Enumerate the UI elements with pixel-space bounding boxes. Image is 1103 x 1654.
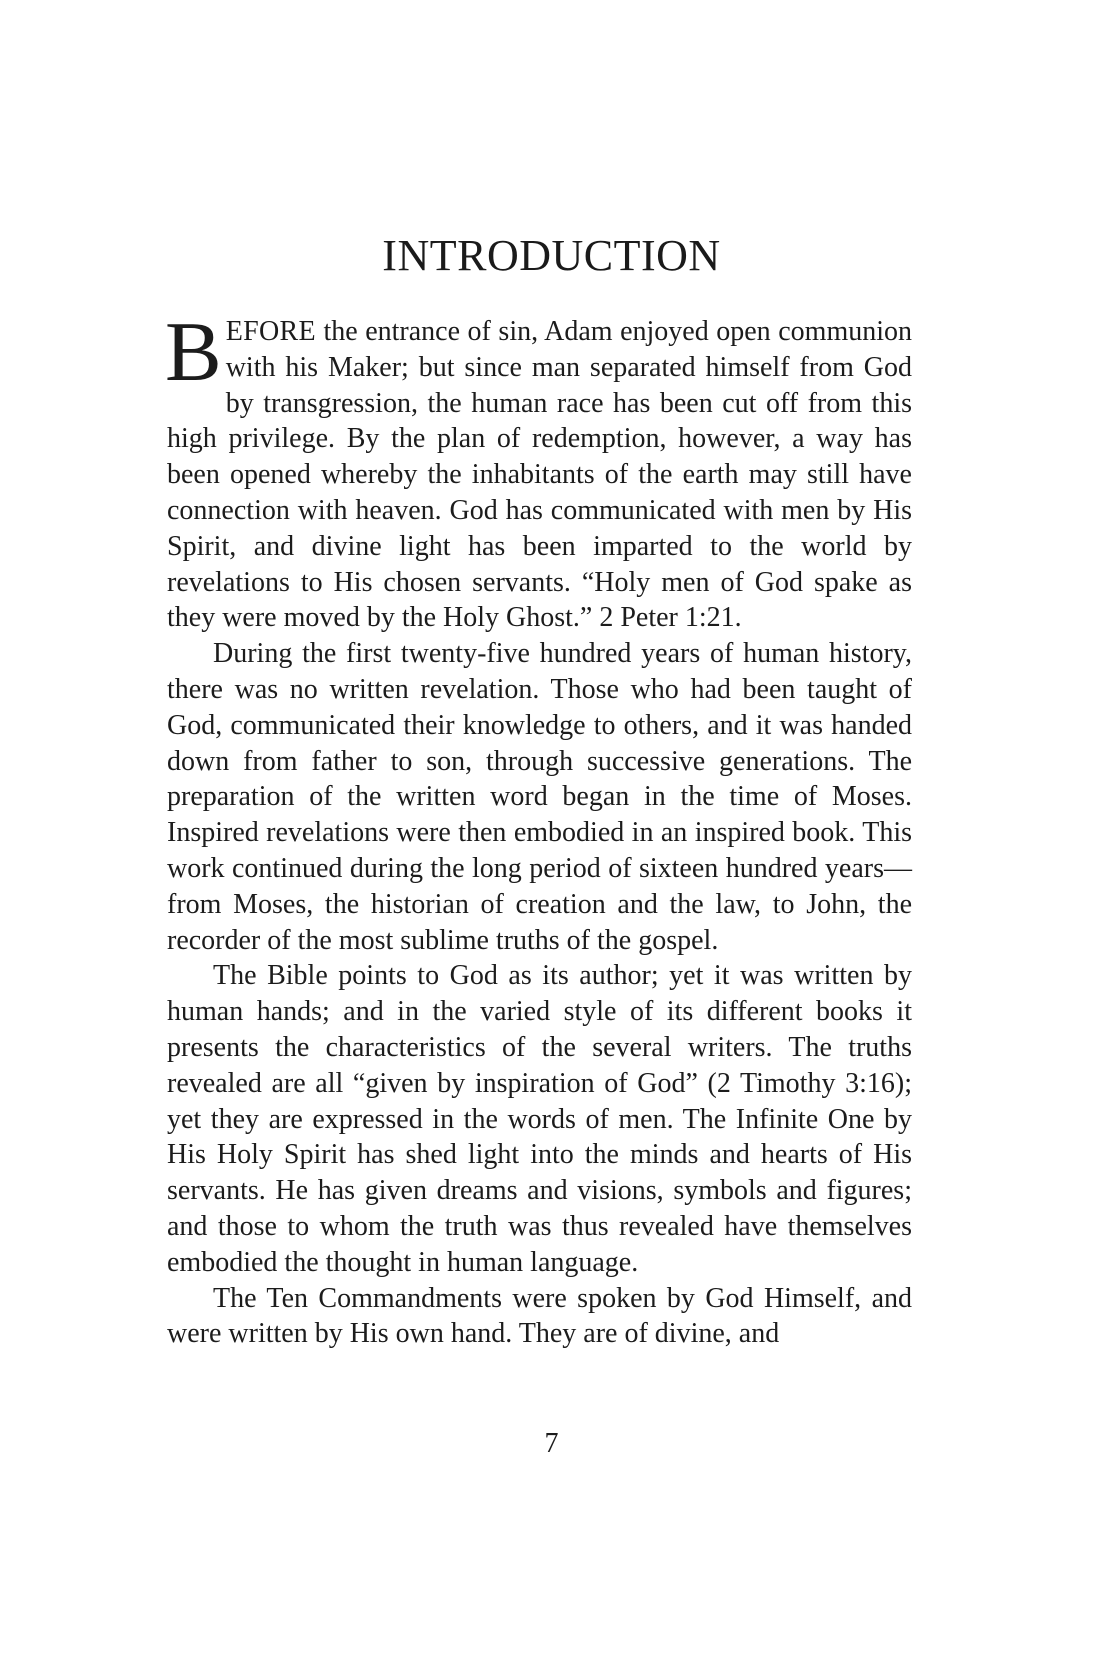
paragraph-4: The Ten Commandments were spoken by God Himself, and were written by His own hand. They are of divine, and	[167, 1282, 912, 1350]
paragraph-3: The Bible points to God as its author; yet it was written by human hands; and in the varied style of its different books it presents the characteristics of the several writers. The truths revealed are all “given by inspiration of God” (2 Timothy 3:16); yet they are expressed in the words of men. The Infinite One by His Holy Spirit has shed light into the minds and hearts of His servants. He has given dreams and visions, symbols and figures; and those to whom the truth was thus revealed have themselves embodied the thought in human language.	[167, 960, 912, 1278]
paragraph-2: During the first twenty-five hundred years of human history, there was no written revelation. Those who had been taught of God, communicated their knowledge to others, and it was handed down from father to son, through successive generations. The preparation of the written word began in the time of Moses. Inspired revelations were then embodied in an inspired book. This work continued during the long period of sixteen hundred years—from Moses, the historian of creation and the law, to John, the recorder of the most sublime truths of the gospel.	[167, 638, 912, 956]
body-text	[165, 305, 912, 1352]
page-number: 7	[544, 1428, 559, 1459]
paragraph-1-text: the entrance of sin, Adam enjoyed open communion with his Maker; but since man separated himself from God by transgression, the human race has been cut off from this high privilege. By the plan of redemption, however, a way has been opened whereby the inhabitants of the earth may still have connection with heaven. God has communicated with men by His Spirit, and divine light has been imparted to the world by revelations to His chosen servants. “Holy men of God spake as they were moved by the Holy Ghost.” 2 Peter 1:21.	[167, 316, 912, 634]
opening-caps: EFORE	[225, 316, 316, 347]
paragraph-1	[165, 305, 912, 636]
page-title: INTRODUCTION	[382, 231, 721, 280]
drop-cap: B	[165, 305, 222, 399]
